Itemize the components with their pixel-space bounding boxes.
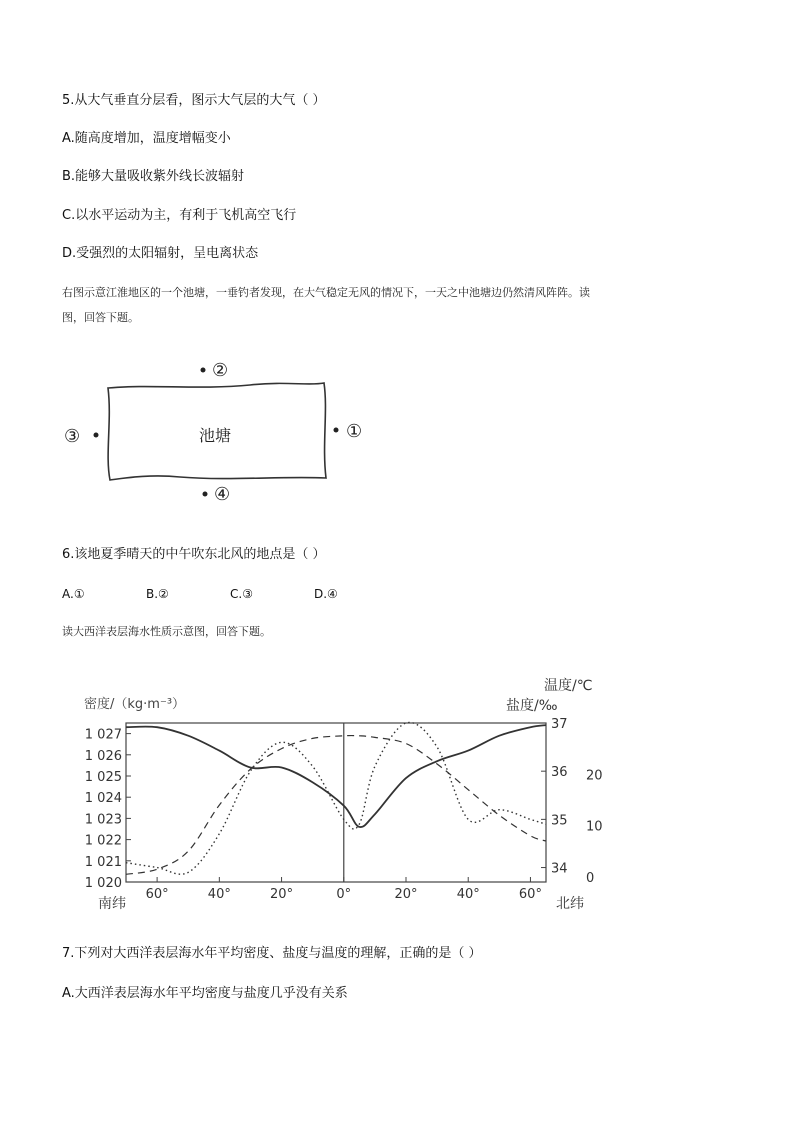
x-tick-label: 40° (207, 887, 231, 902)
x-tick-label: 20° (270, 887, 294, 902)
pond-intro-line1: 右图示意江淮地区的一个池塘，一垂钓者发现，在大气稳定无风的情况下，一天之中池塘边仍然清风阵阵。读 (62, 286, 590, 299)
point-2-dot (201, 368, 206, 373)
x-tick-label: 60° (518, 887, 542, 902)
y-temperature-tick-label: 0 (586, 870, 595, 886)
x-tick-label: 0° (336, 887, 352, 902)
q6-options (62, 585, 398, 603)
y-left-tick-label: 1 022 (84, 833, 122, 849)
y-left-tick-label: 1 027 (84, 727, 122, 743)
q6-stem: 6.该地夏季晴天的中午吹东北风的地点是（ ） (62, 547, 326, 562)
x-tick-label: 20° (394, 887, 418, 902)
q5-option-b: B.能够大量吸收紫外线长波辐射 (62, 169, 245, 184)
y-temperature-tick-label: 10 (586, 819, 603, 835)
point-1-dot (334, 428, 339, 433)
q6-option-b: B.② (146, 587, 169, 601)
q7-option-a: A.大西洋表层海水年平均密度与盐度几乎没有关系 (62, 986, 348, 1001)
pond-diagram (60, 350, 380, 510)
point-4-dot (203, 492, 208, 497)
y-salinity-tick-label: 34 (551, 861, 568, 877)
point-3-dot (94, 433, 99, 438)
q5-option-a: A.随高度增加，温度增幅变小 (62, 131, 231, 146)
y-salinity-tick-label: 36 (551, 765, 568, 781)
q5-option-c: C.以水平运动为主，有利于飞机高空飞行 (62, 208, 297, 223)
y-left-tick-label: 1 025 (84, 770, 122, 785)
y-salinity-tick-label: 37 (551, 717, 568, 732)
q6-option-a: A.① (62, 587, 85, 601)
density-axis-label: 密度/（kg·m⁻³） (84, 697, 186, 712)
y-temperature-tick-label: 20 (586, 768, 603, 784)
x-tick-label: 60° (145, 887, 169, 902)
atlantic-intro: 读大西洋表层海水性质示意图，回答下题。 (62, 625, 271, 638)
q7-stem: 7.下列对大西洋表层海水年平均密度、盐度与温度的理解，正确的是（ ） (62, 946, 482, 961)
point-4-label: ④ (214, 484, 231, 505)
point-3-label: ③ (64, 426, 81, 447)
y-salinity-tick-label: 35 (551, 813, 568, 829)
series-dashed-line (126, 736, 546, 875)
salinity-axis-label: 盐度/‰ (506, 698, 558, 714)
pond-label: 池塘 (198, 426, 232, 445)
atlantic-chart (62, 668, 642, 918)
y-left-tick-label: 1 023 (84, 812, 122, 828)
point-1-label: ① (346, 421, 363, 442)
q6-option-c: C.③ (230, 587, 253, 601)
q5-option-d: D.受强烈的太阳辐射，呈电离状态 (62, 246, 259, 261)
y-left-tick-label: 1 026 (84, 748, 122, 764)
x-left-label: 南纬 (98, 896, 126, 912)
temperature-axis-label: 温度/℃ (544, 678, 593, 694)
series-solid-line (126, 725, 546, 827)
q6-option-d: D.④ (314, 587, 338, 601)
q5-stem: 5.从大气垂直分层看，图示大气层的大气（ ） (62, 93, 326, 108)
point-2-label: ② (212, 360, 229, 381)
x-tick-label: 40° (456, 887, 480, 902)
x-right-label: 北纬 (556, 896, 584, 912)
y-left-tick-label: 1 024 (84, 791, 122, 807)
y-left-tick-label: 1 020 (84, 876, 122, 891)
pond-intro-line2: 图，回答下题。 (62, 311, 139, 324)
y-left-tick-label: 1 021 (84, 854, 122, 870)
